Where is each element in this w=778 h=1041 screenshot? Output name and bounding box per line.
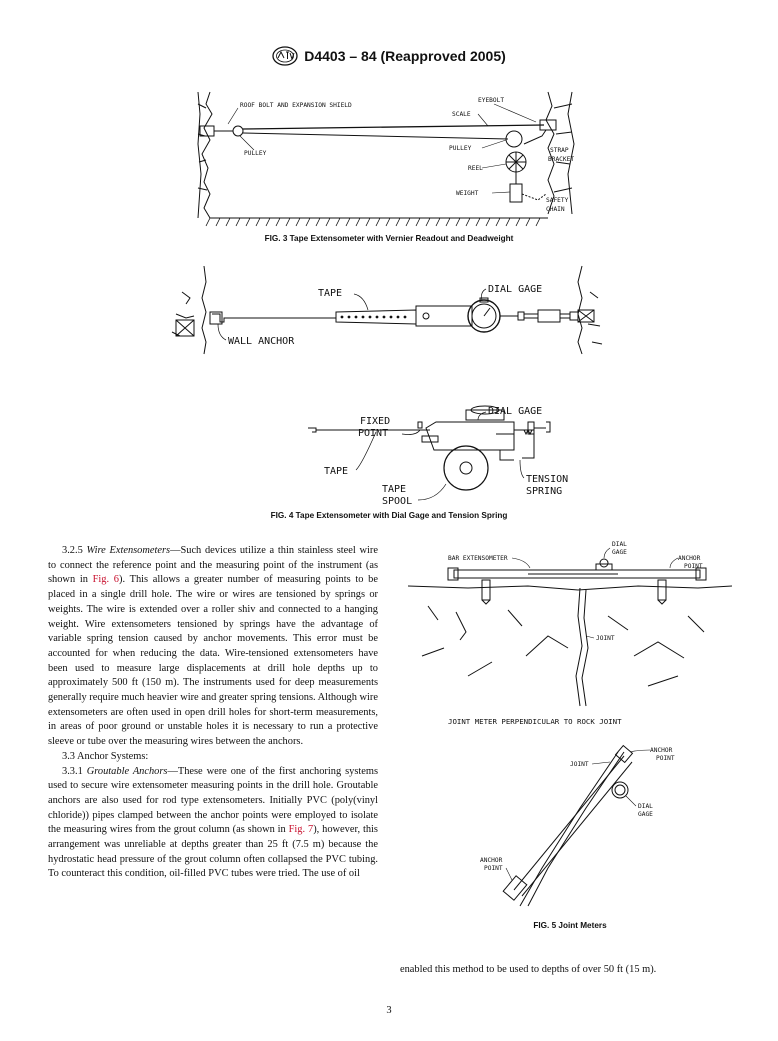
- paragraph-3-3-1: [48, 765, 378, 883]
- paragraph-text: ), however, this arrangement was unreliable at depths greater than 25 ft (7.5 m) because the hydrostatic head pressure of the grout column often collapsed the PVC tubing. To counteract this condition, oil-filled PVC tubes were tried. The use of oil: [48, 824, 378, 880]
- paragraph-3-2-5: [48, 544, 378, 750]
- fig5-label-anchor-1: ANCHOR: [678, 555, 701, 562]
- fig5-bottom-diagram: [470, 738, 710, 908]
- fig5-label-dial-1: DIAL: [612, 541, 627, 548]
- fig5-subtitle: JOINT METER PERPENDICULAR TO ROCK JOINT: [448, 717, 622, 726]
- fig4-bottom-label-fixed: FIXED: [360, 416, 391, 427]
- fig4-top-label-dial-gage: DIAL GAGE: [488, 284, 543, 295]
- fig3-caption: FIG. 3 Tape Extensometer with Vernier Readout and Deadweight: [264, 234, 514, 243]
- fig5-label-bar-extensometer: BAR EXTENSOMETER: [448, 555, 508, 562]
- fig5-top-diagram: [408, 536, 732, 726]
- fig5-label-joint: JOINT: [596, 635, 615, 642]
- fig5-b-label-anchor-b1: ANCHOR: [480, 857, 503, 864]
- fig3-label-pulley-right: PULLEY: [449, 145, 472, 152]
- fig4-bottom-label-spring: SPRING: [526, 486, 563, 497]
- fig3-label-scale: SCALE: [452, 111, 471, 118]
- fig4-caption: FIG. 4 Tape Extensometer with Dial Gage and Tension Spring: [270, 511, 508, 520]
- section-heading-3-3: 3.3 Anchor Systems:: [62, 750, 149, 762]
- fig3-label-bracket: BRACKET: [548, 156, 575, 163]
- page-number: 3: [386, 1005, 392, 1016]
- page-header: [0, 46, 778, 71]
- section-heading: Wire Extensometers: [86, 545, 171, 556]
- fig7-link[interactable]: Fig. 7: [288, 824, 314, 836]
- section-number: 3.3.1: [62, 765, 87, 777]
- fig4-bottom-label-tape: TAPE: [324, 466, 349, 477]
- fig3-diagram: [196, 84, 582, 230]
- fig4-bottom-diagram: [300, 400, 592, 510]
- fig3-label-reel: REEL: [468, 165, 483, 172]
- fig3-label-roof-bolt: ROOF BOLT AND EXPANSION SHIELD: [240, 102, 352, 109]
- fig4-bottom-label-tape-spool-1: TAPE: [382, 484, 407, 495]
- fig3-label-pulley-left: PULLEY: [244, 150, 267, 157]
- fig4-bottom-label-point: POINT: [358, 428, 389, 439]
- fig4-top-diagram: [168, 262, 604, 358]
- fig5-b-label-anchor-a2: POINT: [656, 755, 675, 762]
- fig3-label-weight: WEIGHT: [456, 190, 479, 197]
- fig4-bottom-label-dial-gage: DIAL GAGE: [488, 406, 543, 417]
- fig5-b-label-anchor-b2: POINT: [484, 865, 503, 872]
- fig5-b-label-dial-1: DIAL: [638, 803, 653, 810]
- paragraph-text: —Such devices utilize a thin stainless steel wire to connect the reference point and the measuring point of the instrument (as shown in: [48, 545, 378, 586]
- fig4-top-label-wall-anchor: WALL ANCHOR: [228, 336, 295, 347]
- fig4-top-label-tape: TAPE: [318, 288, 343, 299]
- fig3-label-eyebolt: EYEBOLT: [478, 97, 505, 104]
- paragraph-continuation: enabled this method to be used to depths of over 50 ft (15 m).: [400, 964, 657, 975]
- fig5-b-label-joint: JOINT: [570, 761, 589, 768]
- paragraph-text: ). This allows a greater number of measuring points to be placed in a single drill hole. The wire or wires are tensioned by springs or weights. The wire is extended over a roller shiv and connected to a hanging weight. Wire extensometers tensioned by springs have the advantage of variable spring tension caused by anchor movements. This error must be accounted for when reducing the data. Wire-tensioned extensometers have been used to measure large displacements at drill hole depths up to approximately 500 ft (150 m). The instruments used for deep measurements generally require much heavier wire and greater spring tensions. Although wire extensometers are often used in open drill holes for short-term measurements, in areas of poor ground or unstable holes it is necessary to run a protective sleeve or tube over the measuring wires between the anchors.: [48, 574, 378, 748]
- section-heading: Groutable Anchors: [86, 765, 168, 777]
- fig4-bottom-label-tape-spool-2: SPOOL: [382, 496, 413, 507]
- astm-logo: [272, 46, 298, 66]
- left-column: [48, 544, 378, 882]
- fig6-link[interactable]: Fig. 6: [92, 574, 120, 586]
- fig3-label-safety: SAFETY: [546, 197, 569, 204]
- fig3-label-strap: STRAP: [550, 147, 569, 154]
- paragraph-text: —These were one of the first anchoring systems used to secure wire extensometer measuring points in the drill hole. Groutable anchors are also used for rod type extensometers. Initially PVC (poly(vinyl chloride)) pipes clamped between the anchor points were employed to isolate the measuring wires from the grout column (as shown in: [48, 765, 378, 836]
- fig5-caption: FIG. 5 Joint Meters: [533, 921, 607, 930]
- fig5-label-dial-2: GAGE: [612, 549, 627, 556]
- fig5-b-label-anchor-a1: ANCHOR: [650, 747, 673, 754]
- fig3-label-chain: CHAIN: [546, 206, 565, 213]
- fig4-bottom-label-tension: TENSION: [526, 474, 569, 485]
- fig5-label-anchor-2: POINT: [684, 563, 703, 570]
- document-title: D4403 – 84 (Reapproved 2005): [304, 48, 506, 64]
- fig5-b-label-dial-2: GAGE: [638, 811, 653, 818]
- section-number: 3.2.5: [62, 545, 87, 556]
- right-column: [400, 963, 740, 978]
